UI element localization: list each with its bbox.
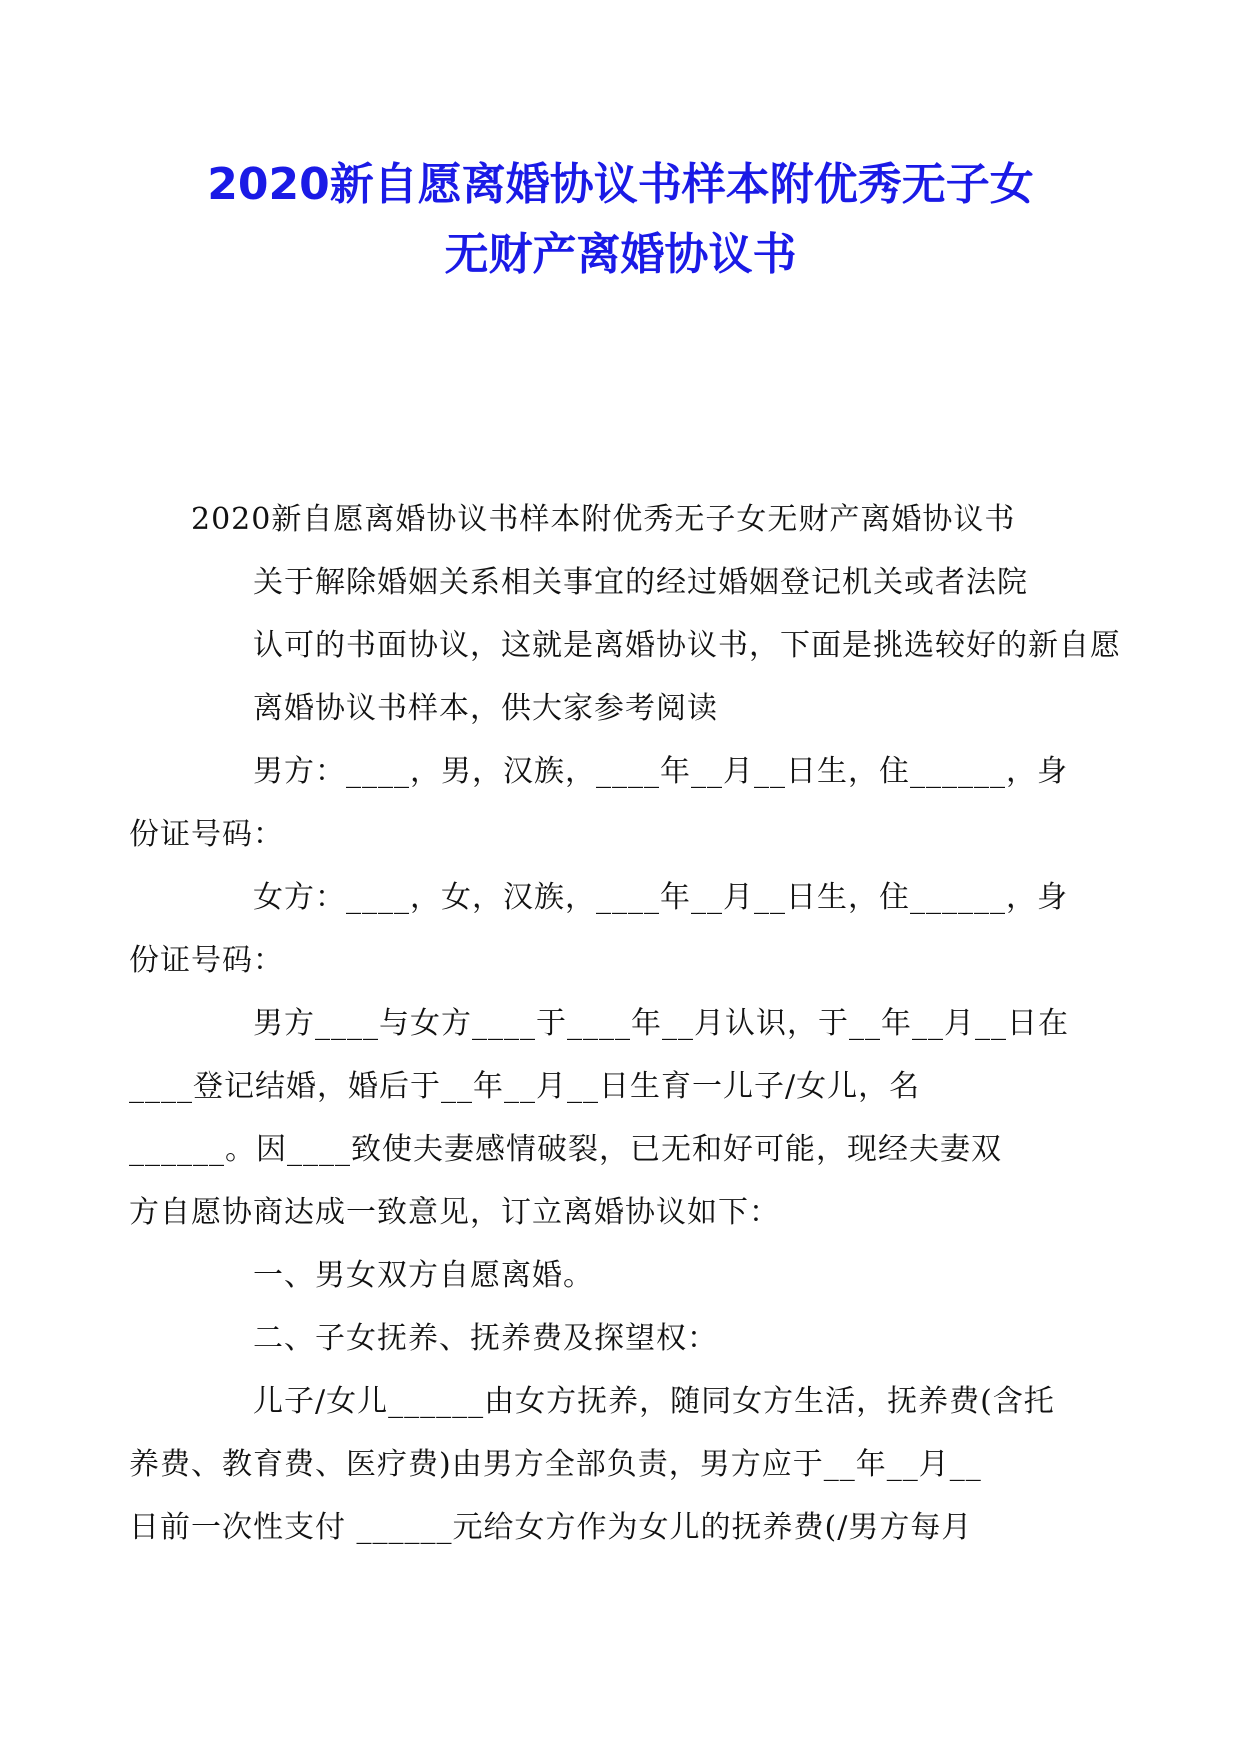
text-line: 离婚协议书样本，供大家参考阅读 xyxy=(253,691,718,726)
title-line-2: 无财产离婚协议书 xyxy=(444,229,797,280)
text-line: 一、男女双方自愿离婚。 xyxy=(253,1258,594,1293)
text-line: 二、子女抚养、抚养费及探望权： xyxy=(253,1321,718,1356)
text-line: 男方：____，男，汉族，____年__月__日生，住______，身 xyxy=(253,754,1068,789)
text-line: 份证号码： xyxy=(129,817,284,852)
paragraph-wife-info xyxy=(129,866,1068,992)
text-line: ____登记结婚，婚后于__年__月__日生育一儿子/女儿，名 xyxy=(129,1069,921,1104)
text-line: 儿子/女儿______由女方抚养，随同女方生活，抚养费(含托 xyxy=(253,1384,1055,1419)
paragraph-custody xyxy=(129,1370,1055,1559)
text-line: 日前一次性支付 ______元给女方作为女儿的抚养费(/男方每月 xyxy=(129,1510,973,1545)
paragraph-husband-info xyxy=(129,740,1068,866)
text-line: 认可的书面协议，这就是离婚协议书，下面是挑选较好的新自愿 xyxy=(253,628,1121,663)
text-line: 男方____与女方____于____年__月认识，于__年__月__日在 xyxy=(253,1006,1069,1041)
document-body xyxy=(129,488,1121,1559)
paragraph-definition xyxy=(191,551,1121,740)
title-line-1: 2020新自愿离婚协议书样本附优秀无子女 xyxy=(207,159,1034,210)
text-line: 女方：____，女，汉族，____年__月__日生，住______，身 xyxy=(253,880,1068,915)
text-line: 养费、教育费、医疗费)由男方全部负责，男方应于__年__月__ xyxy=(129,1447,982,1482)
paragraph-clause-1 xyxy=(191,1244,1051,1307)
text-line: 份证号码： xyxy=(129,943,284,978)
text-line: ______。因____致使夫妻感情破裂，已无和好可能，现经夫妻双 xyxy=(129,1132,1002,1167)
document-title xyxy=(150,150,1091,290)
text-line: 关于解除婚姻关系相关事宜的经过婚姻登记机关或者法院 xyxy=(253,565,1028,600)
paragraph-clause-2 xyxy=(191,1307,1051,1370)
paragraph-intro-title xyxy=(191,488,1051,551)
paragraph-background xyxy=(129,992,1069,1244)
text-line: 方自愿协商达成一致意见，订立离婚协议如下： xyxy=(129,1195,780,1230)
text-line: 2020新自愿离婚协议书样本附优秀无子女无财产离婚协议书 xyxy=(191,502,1016,537)
